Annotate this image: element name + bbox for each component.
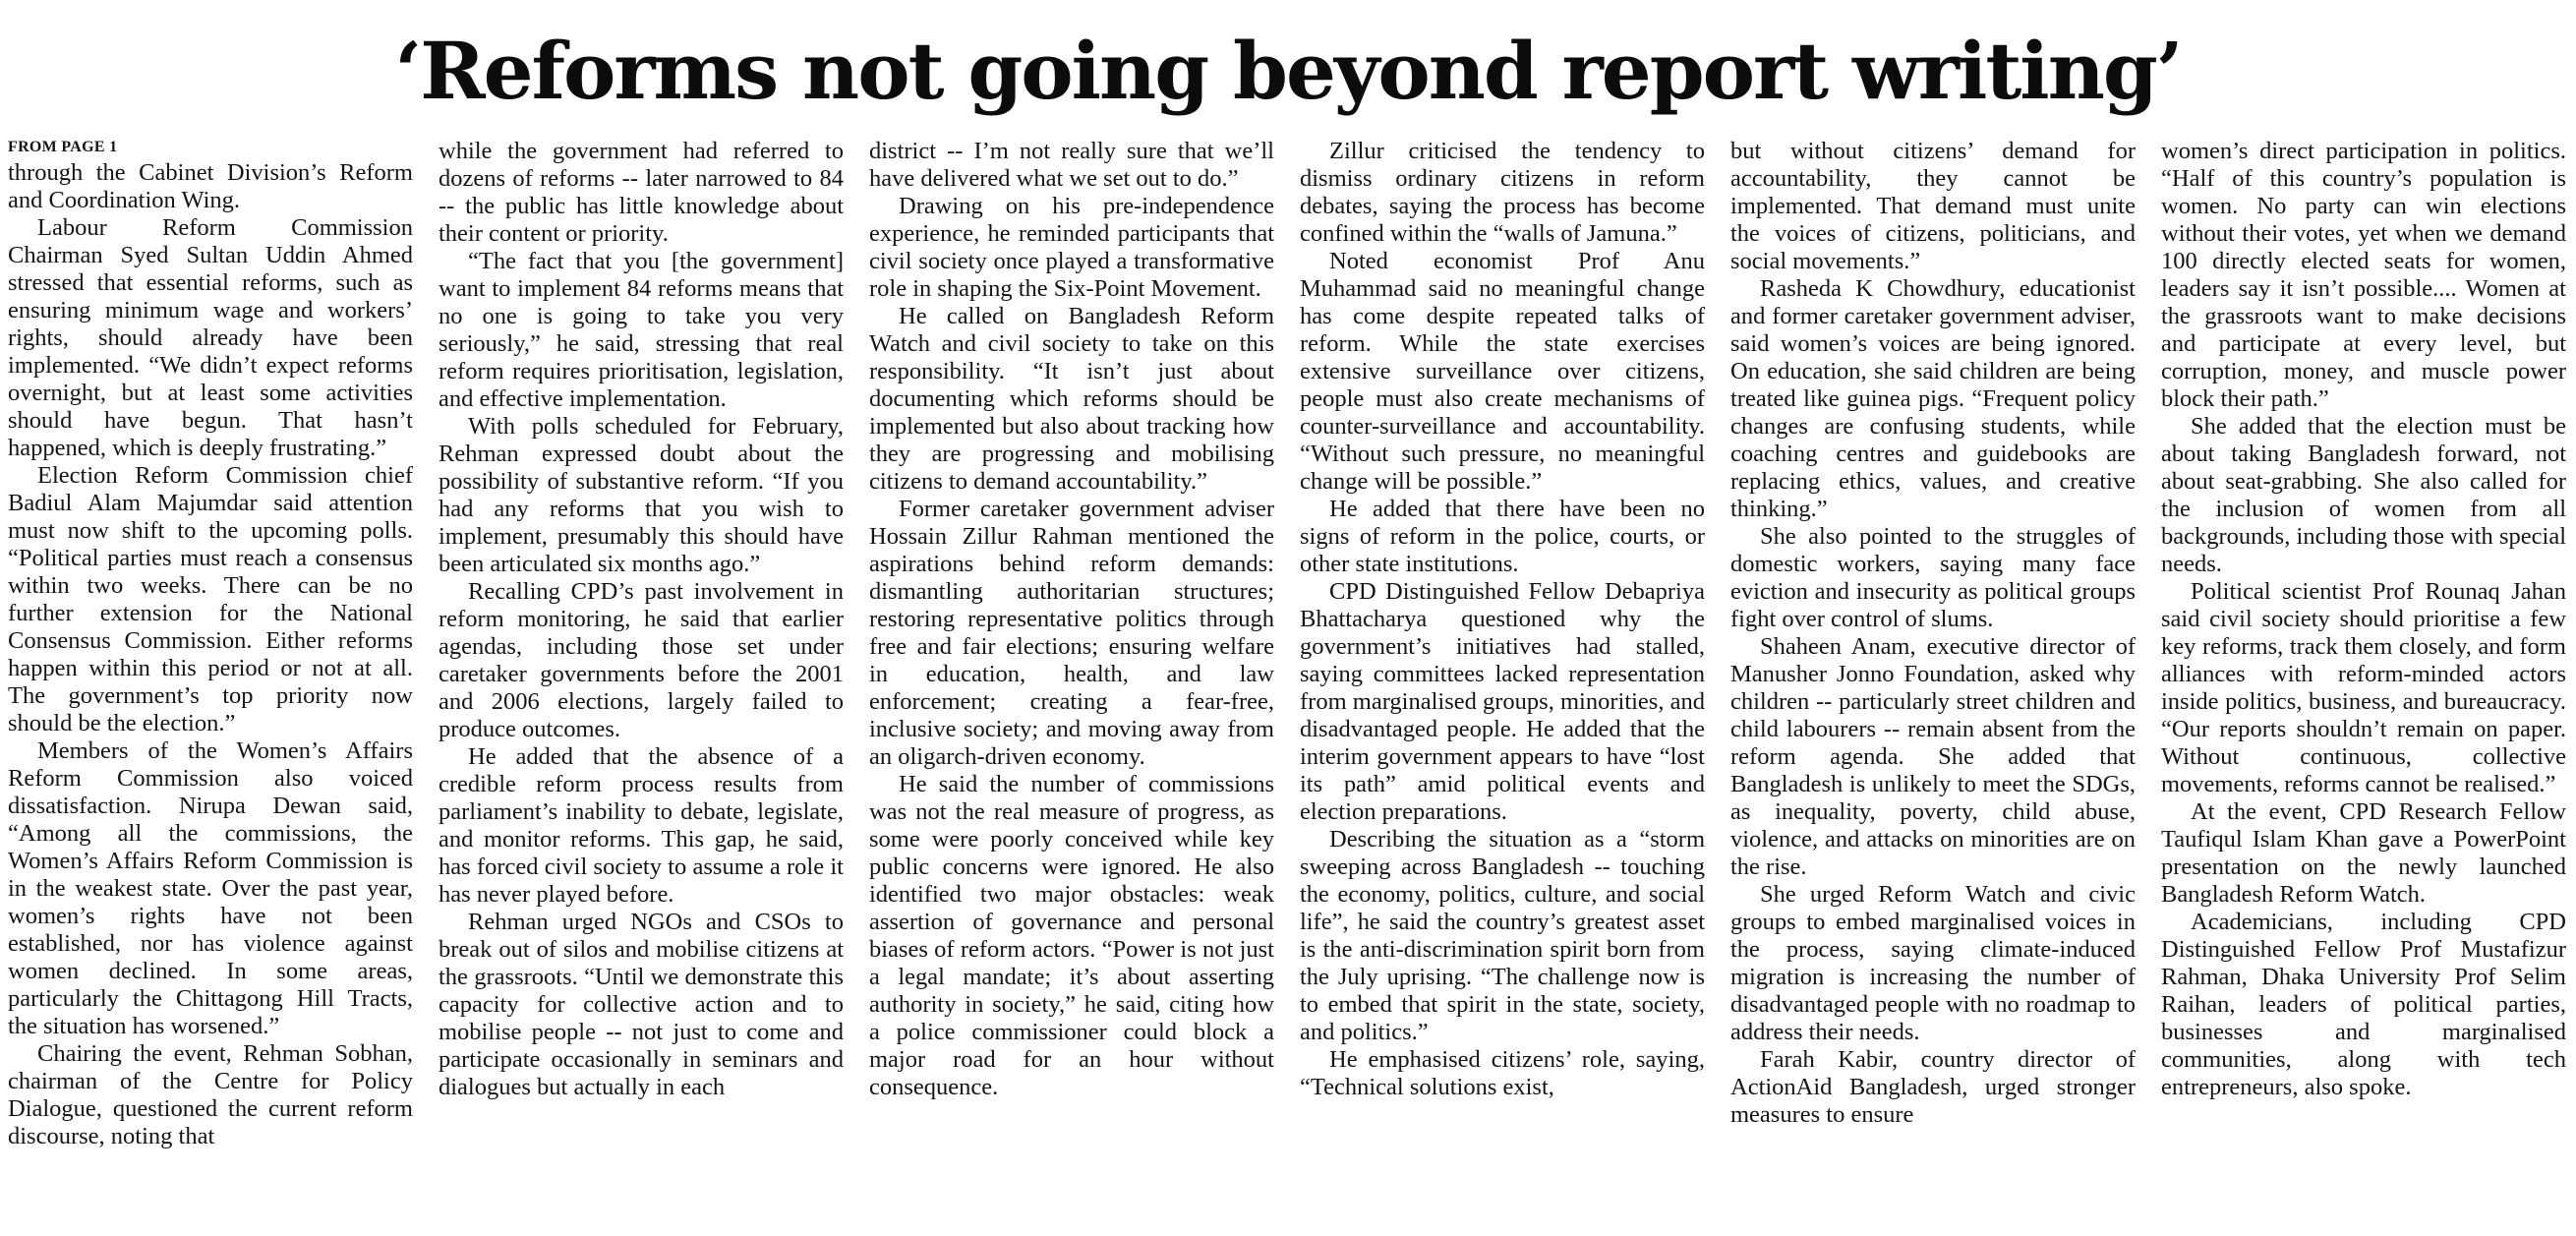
paragraph: Farah Kabir, country director of ActionAid Bangladesh, urged stronger measures to ensure [1730,1046,2136,1128]
column-4 [1300,138,1705,1231]
paragraph: He added that there have been no signs of reform in the police, courts, or other state institutions. [1300,496,1705,577]
paragraph: Academicians, including CPD Distinguished Fellow Prof Mustafizur Rahman, Dhaka University Prof Selim Raihan, leaders of political parties, businesses and marginalised communities, along with tech entrepreneurs, also spoke. [2161,909,2566,1100]
paragraph: He called on Bangladesh Reform Watch and civil society to take on this responsibility. “It isn’t just about documenting which reforms should be implemented but also about tracking how they are progressing and mobilising citizens to demand accountability.” [869,303,1274,495]
paragraph: women’s direct participation in politics. “Half of this country’s population is women. No party can win elections without their votes, yet when we demand 100 directly elected seats for women, leaders say it isn’t possible.... Women at the grassroots want to make decisions and participate at every level, but corruption, money, and muscle power block their path.” [2161,138,2566,412]
paragraph: Election Reform Commission chief Badiul Alam Majumdar said attention must now shift to the upcoming polls. “Political parties must reach a consensus within two weeks. There can be no further extension for the National Consensus Commission. Either reforms happen within this period or not at all. The government’s top priority now should be the election.” [8,462,413,736]
paragraph: With polls scheduled for February, Rehman expressed doubt about the possibility of substantive reform. “If you had any reforms that you wish to implement, presumably this should have been articulated six months ago.” [439,413,844,577]
paragraph: Drawing on his pre-independence experience, he reminded participants that civil society once played a transformative role in shaping the Six-Point Movement. [869,193,1274,302]
paragraph: Labour Reform Commission Chairman Syed Sultan Uddin Ahmed stressed that essential reforms, such as ensuring minimum wage and workers’ rights, should already have been implemented. “We didn’t expect reforms overnight, but at least some activities should have begun. That hasn’t happened, which is deeply frustrating.” [8,214,413,461]
paragraph: while the government had referred to dozens of reforms -- later narrowed to 84 -- the public has little knowledge about their content or priority. [439,138,844,247]
paragraph: CPD Distinguished Fellow Debapriya Bhattacharya questioned why the government’s initiatives had stalled, saying committees lacked representation from marginalised groups, minorities, and disadvantaged people. He added that the interim government appears to have “lost its path” amid political events and election preparations. [1300,578,1705,825]
paragraph: Recalling CPD’s past involvement in reform monitoring, he said that earlier agendas, including those set under caretaker governments before the 2001 and 2006 elections, largely failed to produce outcomes. [439,578,844,742]
paragraph: She also pointed to the struggles of domestic workers, saying many face eviction and insecurity as political groups fight over control of slums. [1730,523,2136,632]
paragraph: Chairing the event, Rehman Sobhan, chairman of the Centre for Policy Dialogue, questioned the current reform discourse, noting that [8,1040,413,1149]
paragraph: Political scientist Prof Rounaq Jahan said civil society should prioritise a few key reforms, track them closely, and form alliances with reform-minded actors inside politics, business, and bureaucracy. “Our reports shouldn’t remain on paper. Without continuous, collective movements, reforms cannot be realised.” [2161,578,2566,797]
paragraph: At the event, CPD Research Fellow Taufiqul Islam Khan gave a PowerPoint presentation on the newly launched Bangladesh Reform Watch. [2161,798,2566,908]
paragraph: She added that the election must be about taking Bangladesh forward, not about seat-grabbing. She also called for the inclusion of women from all backgrounds, including those with special needs. [2161,413,2566,577]
paragraph: Former caretaker government adviser Hossain Zillur Rahman mentioned the aspirations behind reform demands: dismantling authoritarian structures; restoring representative politics through free and fair elections; ensuring welfare in education, health, and law enforcement; creating a fear-free, inclusive society; and moving away from an oligarch-driven economy. [869,496,1274,770]
paragraph: but without citizens’ demand for accountability, they cannot be implemented. That demand must unite the voices of citizens, politicians, and social movements.” [1730,138,2136,274]
paragraph: He added that the absence of a credible reform process results from parliament’s inability to debate, legislate, and monitor reforms. This gap, he said, has forced civil society to assume a role it has never played before. [439,743,844,908]
paragraph: Members of the Women’s Affairs Reform Commission also voiced dissatisfaction. Nirupa Dewan said, “Among all the commissions, the Women’s Affairs Reform Commission is in the weakest state. Over the past year, women’s rights have not been established, nor has violence against women declined. In some areas, particularly the Chittagong Hill Tracts, the situation has worsened.” [8,737,413,1039]
paragraph: She urged Reform Watch and civic groups to embed marginalised voices in the process, saying climate-induced migration is increasing the number of disadvantaged people with no roadmap to address their needs. [1730,881,2136,1045]
paragraph: “The fact that you [the government] want to implement 84 reforms means that no one is going to take you very seriously,” he said, stressing that real reform requires prioritisation, legislation, and effective implementation. [439,248,844,412]
column-1 [8,138,413,1231]
column-5 [1730,138,2136,1231]
column-6 [2161,138,2566,1231]
column-2 [439,138,844,1231]
dateline: FROM PAGE 1 [8,139,118,155]
headline: ‘Reforms not going beyond report writing’ [394,25,2182,117]
paragraph: Zillur criticised the tendency to dismiss ordinary citizens in reform debates, saying the process has become confined within the “walls of Jamuna.” [1300,138,1705,247]
paragraph: Rasheda K Chowdhury, educationist and former caretaker government adviser, said women’s voices are being ignored. On education, she said children are being treated like guinea pigs. “Frequent policy changes are confusing students, while coaching centres and guidebooks are replacing ethics, values, and creative thinking.” [1730,275,2136,522]
paragraph: He emphasised citizens’ role, saying, “Technical solutions exist, [1300,1046,1705,1100]
paragraph: He said the number of commissions was not the real measure of progress, as some were poorly conceived while key public concerns were ignored. He also identified two major obstacles: weak assertion of governance and personal biases of reform actors. “Power is not just a legal mandate; it’s about asserting authority in society,” he said, citing how a police commissioner could block a major road for an hour without consequence. [869,771,1274,1100]
column-3 [869,138,1274,1231]
paragraph: through the Cabinet Division’s Reform and Coordination Wing. [8,159,413,213]
paragraph: Shaheen Anam, executive director of Manusher Jonno Foundation, asked why children -- particularly street children and child labourers -- remain absent from the reform agenda. She added that Bangladesh is unlikely to meet the SDGs, as inequality, poverty, child abuse, violence, and attacks on minorities are on the rise. [1730,633,2136,880]
paragraph: Rehman urged NGOs and CSOs to break out of silos and mobilise citizens at the grassroots. “Until we demonstrate this capacity for collective action and to mobilise people -- not just to come and participate occasionally in seminars and dialogues but actually in each [439,909,844,1100]
paragraph: Noted economist Prof Anu Muhammad said no meaningful change has come despite repeated talks of reform. While the state exercises extensive surveillance over citizens, people must also create mechanisms of counter-surveillance and accountability. “Without such pressure, no meaningful change will be possible.” [1300,248,1705,495]
article-body [8,138,2568,1231]
paragraph: Describing the situation as a “storm sweeping across Bangladesh -- touching the economy, politics, culture, and social life”, he said the country’s greatest asset is the anti-discrimination spirit born from the July uprising. “The challenge now is to embed that spirit in the state, society, and politics.” [1300,826,1705,1045]
paragraph: district -- I’m not really sure that we’ll have delivered what we set out to do.” [869,138,1274,192]
